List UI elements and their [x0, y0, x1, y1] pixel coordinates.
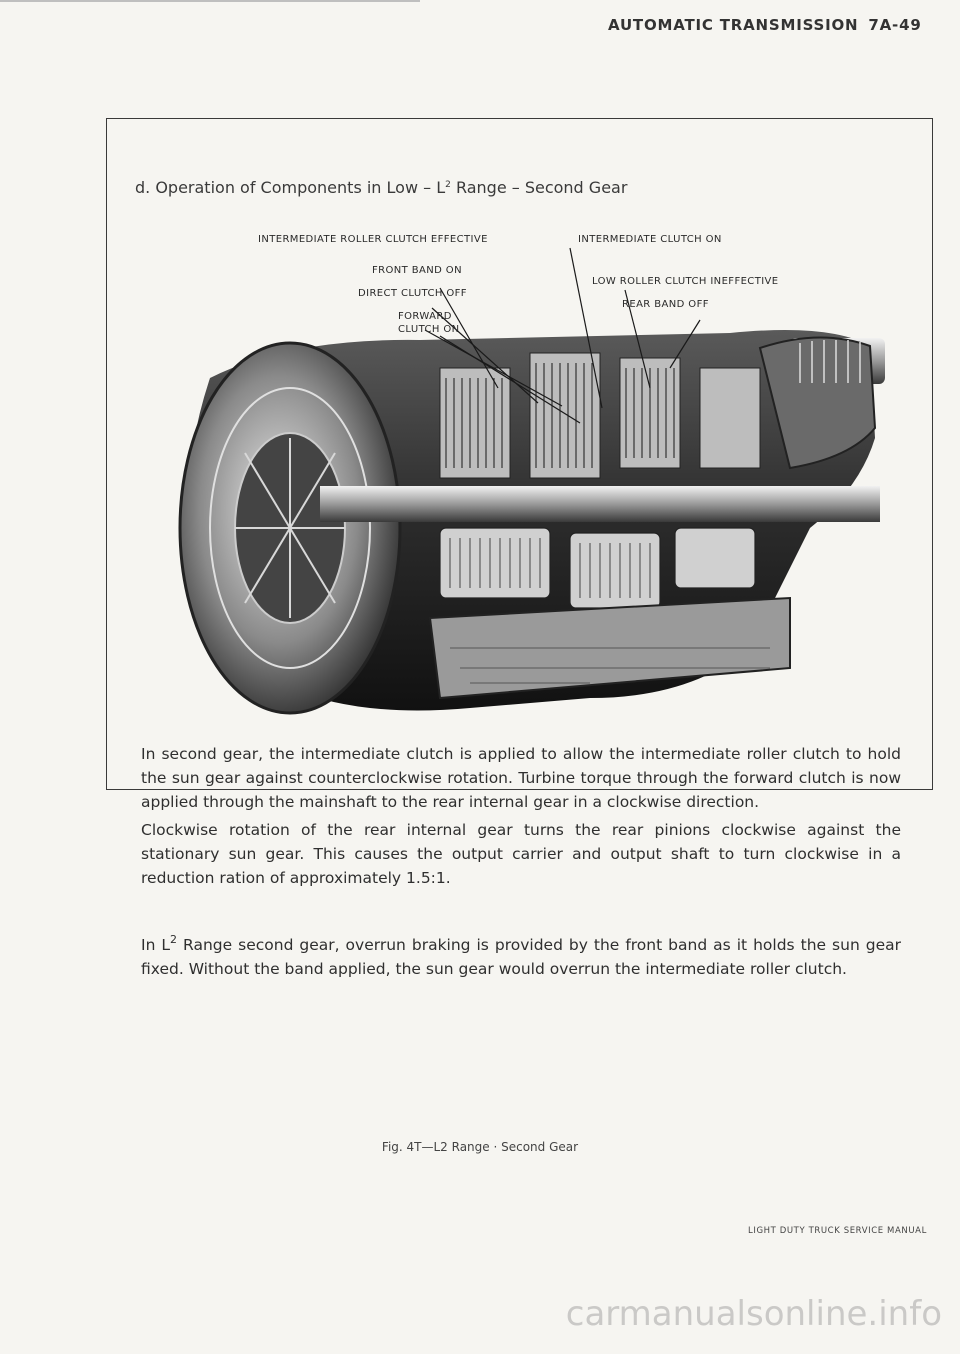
title-superscript: 2	[445, 180, 451, 190]
title-prefix: d. Operation of Components in Low – L	[135, 178, 446, 197]
title-suffix: Range – Second Gear	[450, 178, 628, 197]
p3-prefix: In L	[141, 936, 171, 954]
manual-footer: LIGHT DUTY TRUCK SERVICE MANUAL	[748, 1226, 927, 1236]
figure-caption: Fig. 4T—L2 Range · Second Gear	[381, 1140, 579, 1154]
transmission-cutaway-illustration	[170, 228, 890, 728]
paragraph-overrun-braking	[141, 928, 901, 981]
section-title	[135, 178, 627, 197]
p3-suffix: Range second gear, overrun braking is provided by the front band as it holds the sun gear fixed. Without the band applied, the sun gear would overrun the intermediate roller clutch.	[141, 936, 901, 978]
p3-superscript: 2	[170, 933, 178, 946]
callout-low-roller-clutch: LOW ROLLER CLUTCH INEFFECTIVE	[592, 276, 779, 287]
paragraph-clockwise-rotation: Clockwise rotation of the rear internal gear turns the rear pinions clockwise against the stationary sun gear. This causes the output carrier and output shaft to turn clockwise in a reduction ration of approximately 1.5:1.	[141, 821, 901, 887]
callout-forward-clutch-line1: FORWARD	[398, 311, 452, 322]
callout-forward-clutch-line2: CLUTCH ON	[398, 324, 460, 335]
paragraph-second-gear: In second gear, the intermediate clutch is applied to allow the intermediate roller clutch to hold the sun gear against counterclockwise rotation. Turbine torque through the forward clutch is now applied through the mainshaft to the rear internal gear in a clockwise direction.	[141, 745, 901, 811]
callout-direct-clutch: DIRECT CLUTCH OFF	[358, 288, 467, 299]
callout-rear-band: REAR BAND OFF	[622, 299, 709, 310]
callout-intermediate-roller-clutch: INTERMEDIATE ROLLER CLUTCH EFFECTIVE	[258, 234, 488, 245]
watermark-text: carmanualsonline.info	[565, 1294, 942, 1334]
section-name: AUTOMATIC TRANSMISSION	[608, 16, 859, 34]
callout-front-band: FRONT BAND ON	[372, 265, 462, 276]
page-header	[608, 16, 922, 34]
callout-intermediate-clutch: INTERMEDIATE CLUTCH ON	[578, 234, 722, 245]
top-rule	[0, 0, 420, 2]
page-number: 7A-49	[868, 16, 922, 34]
